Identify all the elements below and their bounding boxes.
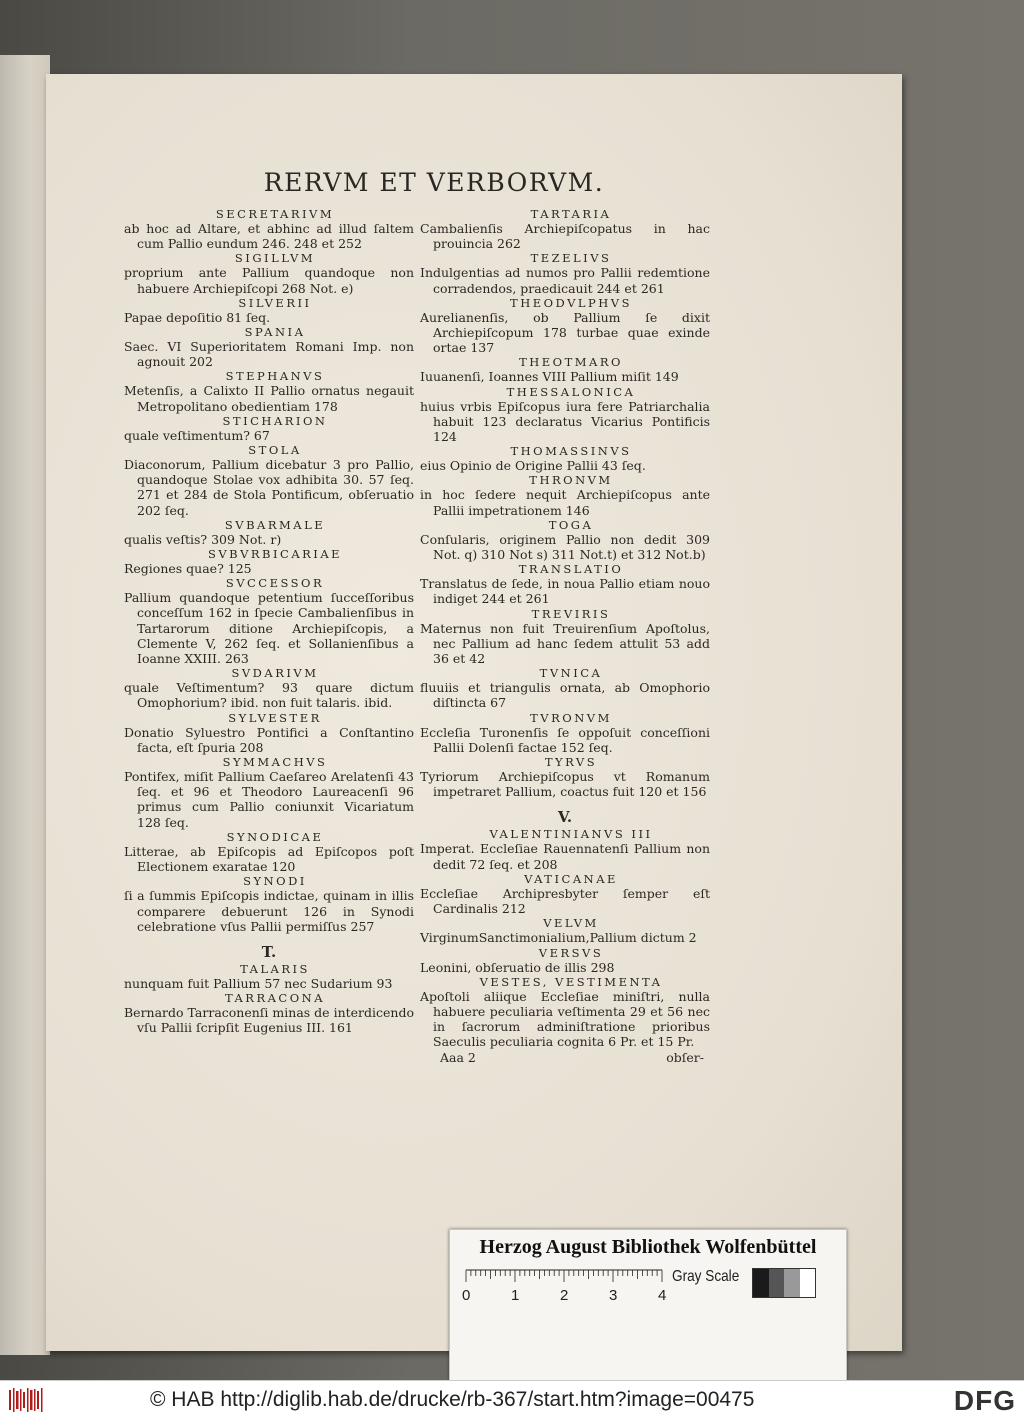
index-entry	[124, 296, 414, 325]
index-entry	[124, 518, 414, 547]
index-headword: SYNODI	[243, 874, 307, 889]
index-text: Translatus de ſede, in noua Pallio etiam nouo indiget 244 et 261	[420, 576, 710, 607]
index-entry	[420, 827, 710, 871]
index-headword: STEPHANVS	[225, 369, 325, 384]
index-column-left	[124, 207, 414, 1036]
index-headword: STICHARION	[222, 413, 328, 428]
index-headword: SVBARMALE	[224, 517, 326, 532]
index-text: Pontifex, miſit Pallium Caeſareo Arelatenſi 43 ſeq. et 96 et Theodoro Laureacenſi 96 primus cum Pallio coniunxit Vicariatum 128 ſeq.	[124, 769, 414, 830]
index-text: Iuuanenſi, Ioannes VIII Pallium miſit 149	[420, 369, 679, 385]
catchword: obſer-	[666, 1049, 704, 1065]
footer-copyright-url: © HAB http://diglib.hab.de/drucke/rb-367/start.htm?image=00475	[150, 1388, 755, 1411]
index-text: Regiones quae? 125	[124, 561, 252, 577]
index-entry	[124, 991, 414, 1035]
index-text: Aurelianenſis, ob Pallium ſe dixit Archiepiſcopum 178 turbae quae exinde ortae 137	[420, 309, 710, 356]
index-headword: SYNODICAE	[226, 829, 324, 844]
index-entry	[124, 576, 414, 666]
index-entry	[124, 251, 414, 295]
index-entry	[420, 946, 710, 975]
index-headword: TALARIS	[240, 961, 310, 976]
index-entry	[420, 607, 710, 667]
index-text: Tyriorum Archiepiſcopus vt Romanum impetraret Pallium, coactus fuit 120 et 156	[420, 769, 710, 800]
index-text: Apoſtoli aliique Eccleſiae miniſtri, nulla habuere peculiaria veſtimenta 29 et 56 nec in ſacrorum adminiſtratione prioribus Saeculis peculiaria cognita 6 Pr. et 15 Pr.	[420, 988, 710, 1050]
index-headword: TOGA	[548, 517, 594, 532]
index-entry	[420, 355, 710, 384]
index-entry	[420, 473, 710, 517]
index-entry	[124, 325, 414, 369]
index-entry	[124, 755, 414, 830]
index-headword: TVRONVM	[530, 710, 612, 725]
index-headword: STOLA	[248, 443, 302, 458]
index-headword: SPANIA	[244, 325, 306, 340]
index-text: Pallium quandoque petentium ſucceſſoribus conceſſum 162 in ſpecie Cambalienſibus in Tartarorum ditione Archiepiſcopis, a Clemente V, 262 ſeq. et Sollanienſibus a Ioanne XXIII. 263	[124, 590, 414, 667]
index-text: Leonini, obſeruatio de illis 298	[420, 959, 615, 975]
gray-scale-swatch	[752, 1268, 816, 1298]
index-text: Indulgentias ad numos pro Pallii redemtione corradendos, praedicauit 244 et 261	[420, 265, 710, 296]
index-headword: TEZELIVS	[530, 251, 612, 266]
index-headword: VALENTINIANVS III	[489, 827, 653, 842]
index-headword: VATICANAE	[524, 871, 618, 886]
index-headword: TVNICA	[539, 666, 603, 681]
index-entry	[420, 975, 710, 1050]
index-entry	[420, 711, 710, 755]
index-text: Imperat. Eccleſiae Rauennatenſi Pallium non dedit 72 ſeq. et 208	[420, 841, 710, 872]
previous-page-edge	[0, 55, 50, 1355]
index-text: quale Veſtimentum? 93 quare dictum Omophorium? ibid. non fuit talaris. ibid.	[124, 680, 414, 711]
index-entry	[420, 251, 710, 295]
index-headword: THRONVM	[529, 473, 613, 488]
index-text: Diaconorum, Pallium dicebatur 3 pro Pallio, quandoque Stolae vox adhibita 30. 57 ſeq. 271 et 284 de Stola Pontificum, obſeruatio 202 ſeq.	[124, 457, 414, 518]
index-text: Litterae, ab Epiſcopis ad Epiſcopos poſt Electionem exaratae 120	[124, 843, 414, 875]
index-entry	[420, 296, 710, 356]
index-headword: TARTARIA	[530, 207, 612, 221]
index-text: fluuiis et triangulis ornata, ab Omophorio diſtincta 67	[420, 680, 710, 711]
library-name: Herzog August Bibliothek Wolfenbüttel	[479, 1236, 817, 1258]
index-text: ſi a ſummis Epiſcopis indictae, quinam in illis comparere debuerunt 126 in Synodi celebratione vſus Pallii permiſſus 257	[124, 888, 414, 934]
index-headword: SECRETARIVM	[215, 207, 335, 221]
section-letter: V.	[557, 808, 573, 827]
index-headword: THOMASSINVS	[510, 444, 632, 459]
index-entry	[124, 711, 414, 755]
index-text: quale veſtimentum? 67	[124, 427, 270, 443]
index-entry	[124, 547, 414, 576]
index-text: Cambalienſis Archiepiſcopatus in hac prouincia 262	[420, 221, 710, 252]
index-text: ab hoc ad Altare, et abhinc ad illud ſaltem cum Pallio eundum 246. 248 et 252	[124, 221, 414, 252]
index-headword: SVDARIVM	[231, 666, 319, 681]
ruler-number: 0	[462, 1287, 471, 1304]
index-text: Bernardo Tarraconenſi minas de interdicendo vſu Pallii ſcripſit Eugenius III. 161	[124, 1005, 414, 1036]
index-headword: TREVIRIS	[531, 606, 611, 621]
index-column-right	[420, 207, 710, 1065]
index-headword: SYLVESTER	[228, 710, 322, 725]
index-entry	[124, 666, 414, 710]
index-entry	[124, 207, 414, 251]
index-headword: VERSVS	[538, 945, 604, 960]
index-headword: THESSALONICA	[506, 384, 636, 399]
ruler-number: 4	[658, 1287, 667, 1304]
dfg-logo: DFG	[953, 1385, 1016, 1416]
signature-mark: Aaa 2	[440, 1049, 476, 1065]
index-entry	[124, 443, 414, 518]
index-headword: VELVM	[543, 916, 599, 931]
index-text: Eccleſiae Archipresbyter ſemper eſt Cardinalis 212	[420, 885, 710, 917]
index-headword: SVCCESSOR	[225, 576, 325, 591]
footer-bar	[0, 1380, 1024, 1420]
ruler-number: 2	[560, 1287, 569, 1304]
index-headword: SILVERII	[238, 295, 312, 310]
index-text: VirginumSanctimonialium,Pallium dictum 2	[420, 930, 697, 946]
index-text: proprium ante Pallium quandoque non habuere Archiepiſcopi 268 Not. e)	[124, 265, 414, 296]
index-entry	[124, 369, 414, 413]
hab-barcode-icon	[8, 1387, 44, 1413]
index-headword: TRANSLATIO	[518, 562, 624, 577]
index-entry	[420, 444, 710, 473]
index-headword: SYMMACHVS	[222, 755, 328, 770]
library-color-card	[449, 1229, 847, 1381]
index-entry	[420, 207, 710, 251]
ruler-scale	[462, 1270, 667, 1304]
index-text: Metenſis, a Calixto II Pallio ornatus negauit Metropolitano obedientiam 178	[124, 383, 414, 414]
index-text: huius vrbis Epiſcopus iura fere Patriarchalia habuit 123 declaratus Vicarius Pontificis 124	[420, 398, 710, 445]
index-headword: THEOTMARO	[519, 355, 623, 370]
index-headword: THEODVLPHVS	[510, 295, 632, 310]
index-entry	[124, 414, 414, 443]
index-text: nunquam fuit Pallium 57 nec Sudarium 93	[124, 975, 393, 991]
index-text: Saec. VI Superioritatem Romani Imp. non agnouit 202	[124, 339, 414, 370]
index-headword: TARRACONA	[224, 991, 326, 1006]
index-text: Maternus non fuit Treuirenſium Apoſtolus, nec Pallium ad hanc ſedem attulit 53 add 36 et 42	[420, 620, 710, 667]
index-entry	[420, 562, 710, 606]
index-entry	[420, 518, 710, 562]
gray-scale-label: Gray Scale	[672, 1268, 740, 1285]
running-head: RERVM ET VERBORVM.	[263, 168, 605, 197]
index-text: qualis veſtis? 309 Not. r)	[124, 531, 282, 547]
index-entry	[420, 755, 710, 799]
section-letter: T.	[261, 942, 277, 961]
index-headword: SIGILLVM	[234, 251, 316, 266]
index-headword: TYRVS	[544, 755, 598, 770]
index-text: Papae depoſitio 81 ſeq.	[124, 309, 271, 325]
index-entry	[124, 962, 414, 991]
book-page	[46, 74, 902, 1351]
index-entry	[420, 385, 710, 445]
ruler-number: 3	[609, 1287, 618, 1304]
signature-line	[420, 1050, 710, 1065]
index-text: Donatio Syluestro Pontifici a Conſtantino facta, eſt ſpuria 208	[124, 724, 414, 755]
index-entry	[420, 872, 710, 916]
index-text: in hoc ſedere nequit Archiepiſcopus ante Pallii impetrationem 146	[420, 487, 710, 518]
index-text: Eccleſia Turonenſis ſe oppoſuit conceſſioni Pallii Dolenſi factae 152 ſeq.	[420, 724, 710, 755]
index-text: Conſularis, originem Pallio non dedit 309 Not. q) 310 Not s) 311 Not.t) et 312 Not.b)	[420, 531, 710, 563]
index-entry	[420, 666, 710, 710]
index-text: eius Opinio de Origine Pallii 43 ſeq.	[420, 458, 646, 474]
ruler-number: 1	[511, 1287, 520, 1304]
index-entry	[124, 830, 414, 874]
index-entry	[124, 874, 414, 934]
index-headword: SVBVRBICARIAE	[207, 547, 343, 562]
index-headword: VESTES, VESTIMENTA	[479, 974, 663, 989]
index-entry	[420, 916, 710, 945]
